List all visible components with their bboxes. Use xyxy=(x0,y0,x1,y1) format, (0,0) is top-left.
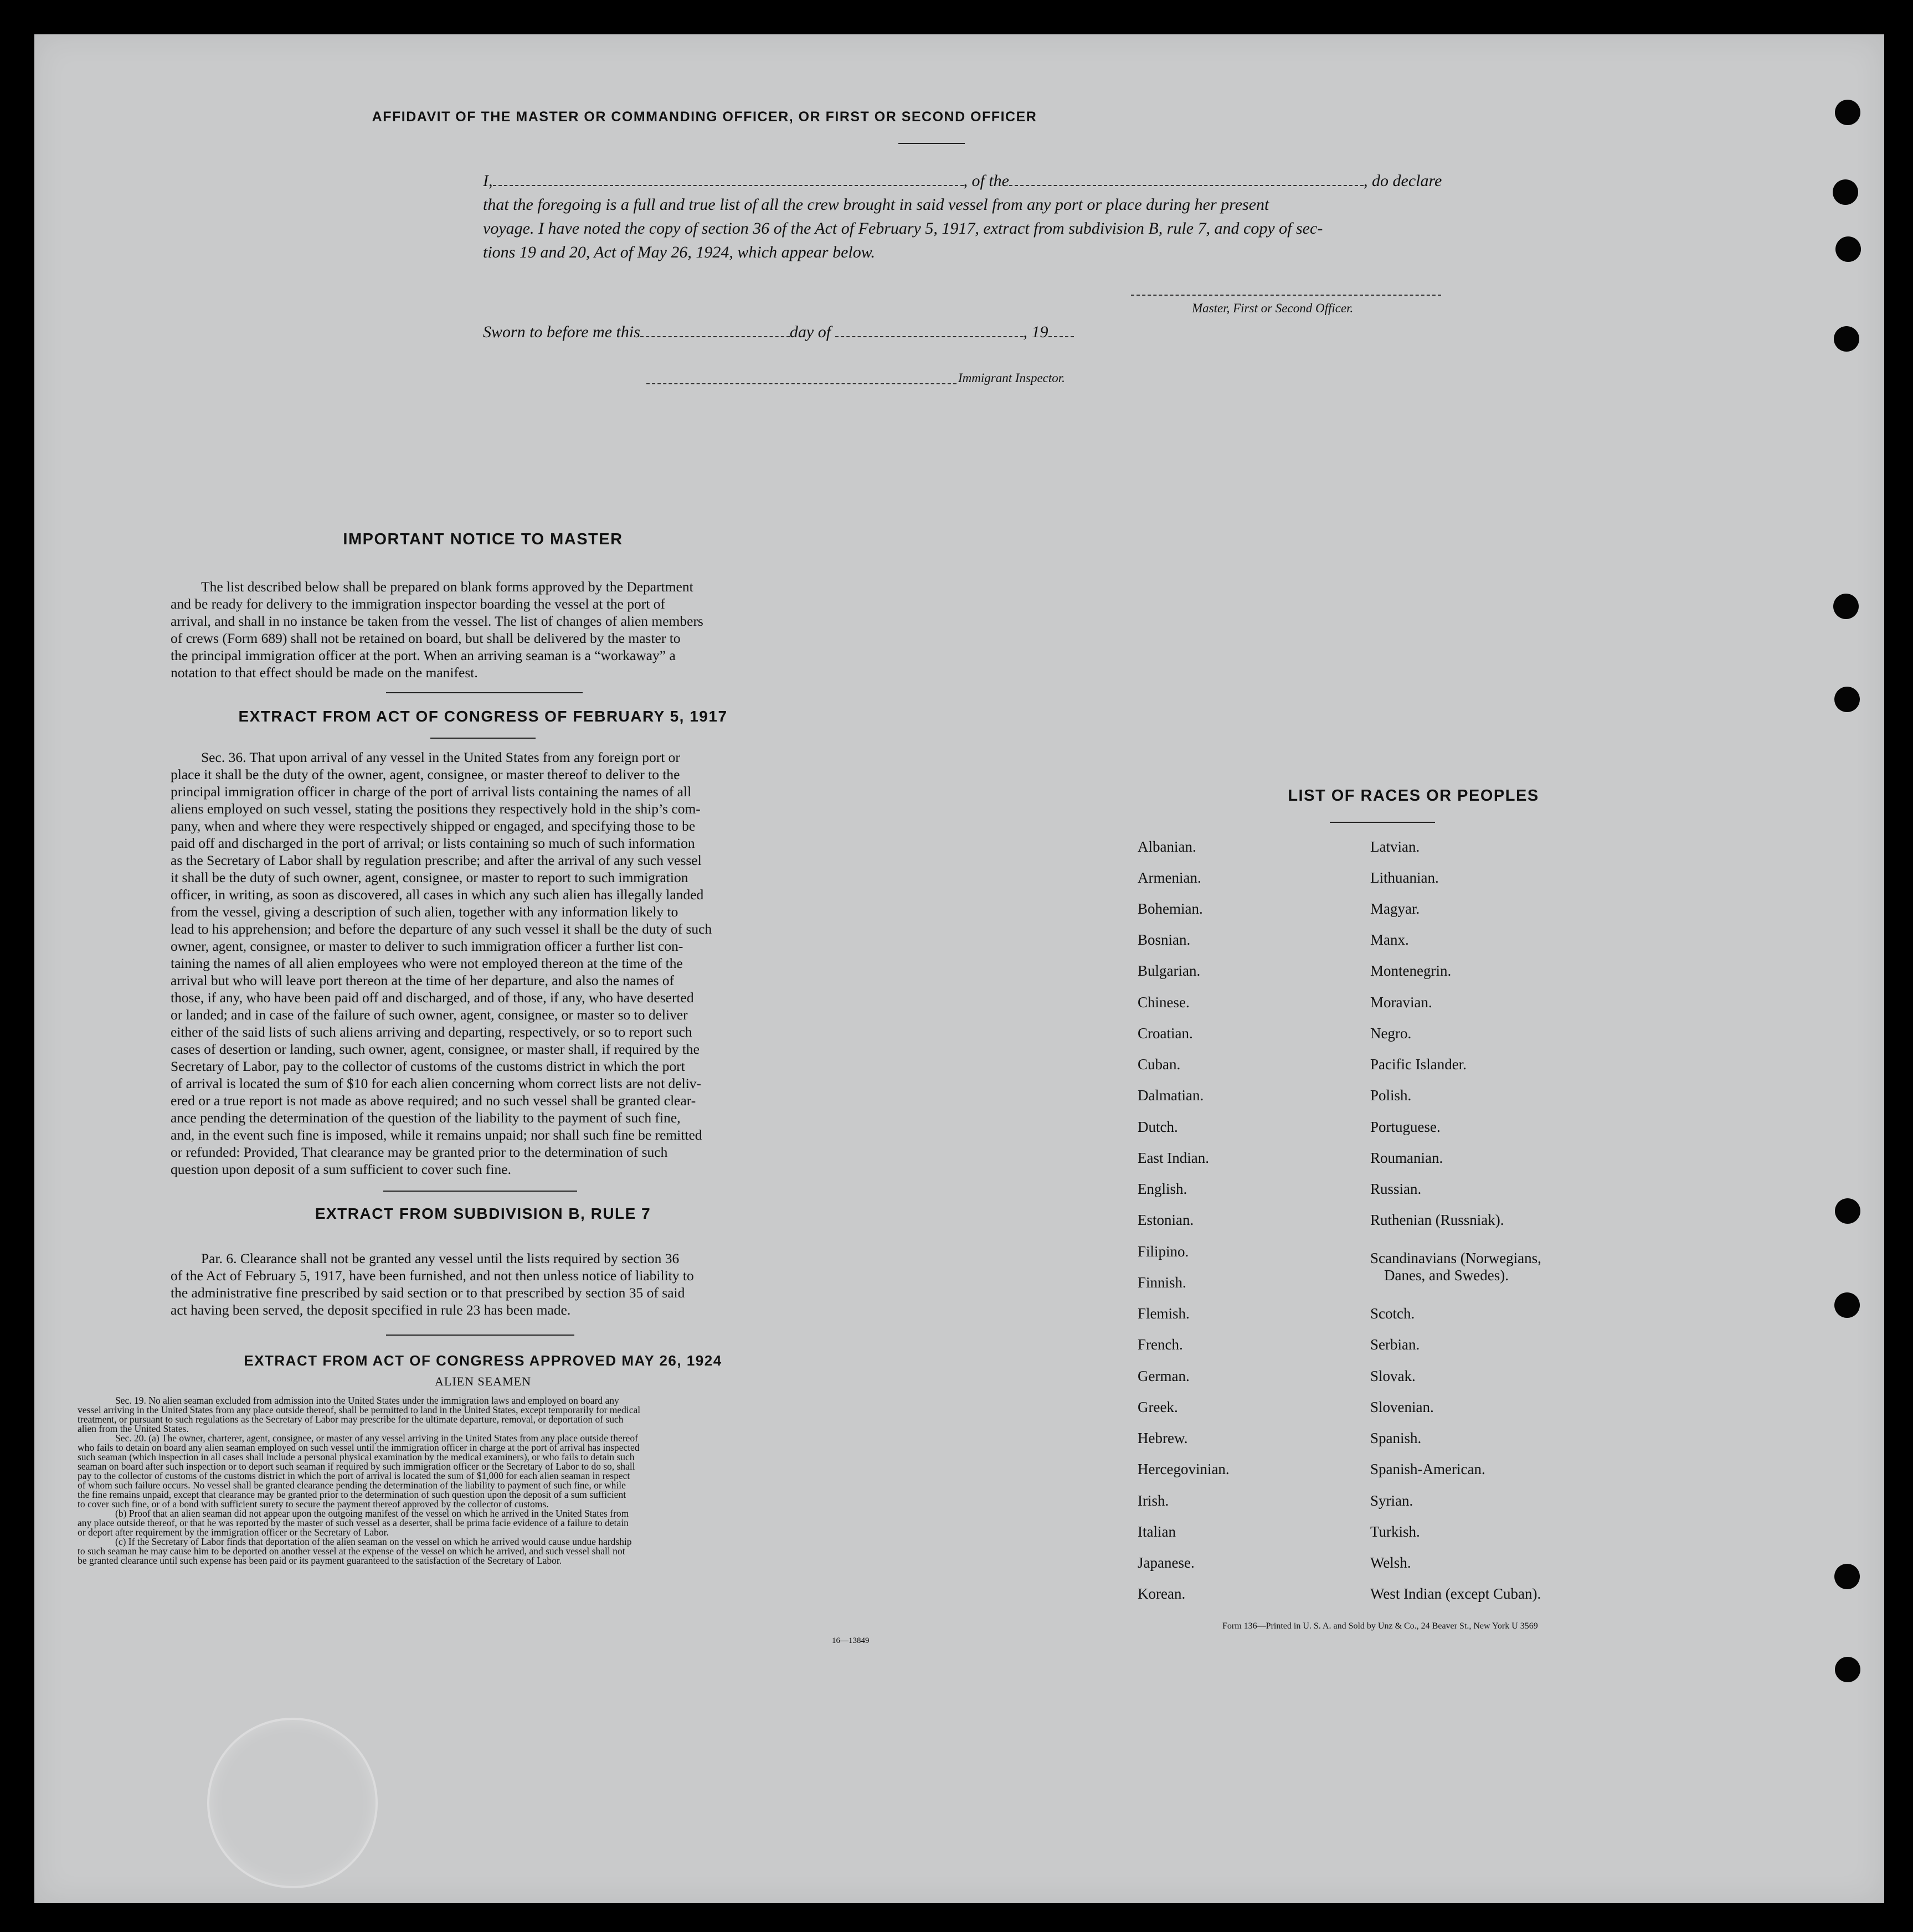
law-line: seaman on board after such inspection or to deport such seaman if required by such immigration officer or the Secretary of Labor to do so, shall xyxy=(78,1461,635,1472)
day-of-label: day of xyxy=(789,323,831,341)
law-line: such seaman (which inspection in all cases shall include a personal physical examination by the medical examiners), or who fails to detain such xyxy=(78,1451,635,1462)
law-line: vessel arriving in the United States from any place outside thereof, shall be permitted to land in the United States, except temporarily for medical xyxy=(78,1404,641,1415)
race-left-20: Hebrew. xyxy=(1138,1430,1188,1446)
race-right-14b: Danes, and Swedes). xyxy=(1384,1267,1509,1284)
law-line: it shall be the duty of such owner, agent, consignee, or master to report to such immigration xyxy=(171,869,688,885)
affidavit-title-rule xyxy=(898,143,965,144)
law-line: Sec. 20. (a) The owner, charterer, agent, consignee, or master of any vessel arriving in the United States from any place outside thereof xyxy=(115,1433,638,1444)
race-right-1: Latvian. xyxy=(1370,838,1420,855)
punch-hole xyxy=(1833,594,1859,619)
extract-1924-title: EXTRACT FROM ACT OF CONGRESS APPROVED MAY 26, 1924 xyxy=(244,1352,722,1369)
inspector-label: Immigrant Inspector. xyxy=(958,371,1065,385)
law-line: question upon deposit of a sum sufficient to cover such fine. xyxy=(171,1161,511,1177)
race-right-14: Scandinavians (Norwegians, xyxy=(1370,1250,1541,1266)
race-right-9: Polish. xyxy=(1370,1087,1412,1104)
sworn-year-blank[interactable] xyxy=(1048,324,1074,337)
extract-1917-text xyxy=(171,749,802,1178)
section-divider xyxy=(386,1335,574,1336)
year-prefix: , 19 xyxy=(1023,323,1048,341)
affidavit-line-3: voyage. I have noted the copy of section 36 of the Act of February 5, 1917, extract from subdivision B, rule 7, and copy of sec- xyxy=(483,219,1323,238)
race-left-6: Chinese. xyxy=(1138,994,1190,1011)
extract-rule7-text xyxy=(171,1250,802,1318)
law-line: officer, in writing, as soon as discovered, all cases in which any such alien has illegally landed xyxy=(171,887,704,903)
race-right-12: Russian. xyxy=(1370,1181,1422,1197)
race-left-25: Korean. xyxy=(1138,1585,1186,1602)
race-right-3: Magyar. xyxy=(1370,900,1420,917)
race-right-21: Syrian. xyxy=(1370,1492,1413,1509)
section-divider xyxy=(383,1191,577,1192)
extract-1924-subtitle: ALIEN SEAMEN xyxy=(435,1374,531,1388)
notice-line: The list described below shall be prepared on blank forms approved by the Department xyxy=(201,579,693,595)
notice-line: and be ready for delivery to the immigration inspector boarding the vessel at the port of xyxy=(171,596,665,612)
race-left-2: Armenian. xyxy=(1138,869,1201,886)
law-line: (b) Proof that an alien seaman did not appear upon the outgoing manifest of the vessel on which he arrived in the United States from xyxy=(115,1508,629,1519)
law-line: the administrative fine prescribed by said section or to that prescribed by section 35 of said xyxy=(171,1285,685,1301)
race-left-5: Bulgarian. xyxy=(1138,962,1201,979)
notice-title: IMPORTANT NOTICE TO MASTER xyxy=(343,530,623,548)
races-title: LIST OF RACES OR PEOPLES xyxy=(1288,787,1539,805)
race-right-7: Negro. xyxy=(1370,1025,1412,1042)
race-left-11: East Indian. xyxy=(1138,1150,1209,1166)
declarant-label: I, xyxy=(483,172,493,190)
law-line: of arrival is located the sum of $10 for each alien concerning whom correct lists are not deliv- xyxy=(171,1075,702,1091)
vessel-name-blank[interactable] xyxy=(1009,173,1364,186)
law-line: paid off and discharged in the port of arrival; or lists containing so much of such information xyxy=(171,835,695,851)
law-line: to cover such fine, or of a bond with sufficient surety to secure the payment thereof approved by the collector of customs. xyxy=(78,1498,549,1509)
race-left-9: Dalmatian. xyxy=(1138,1087,1204,1104)
punch-hole xyxy=(1835,1657,1860,1682)
law-line: Par. 6. Clearance shall not be granted any vessel until the lists required by section 36 xyxy=(201,1250,680,1266)
extract-1917-title: EXTRACT FROM ACT OF CONGRESS OF FEBRUARY 5, 1917 xyxy=(238,708,728,725)
punch-hole xyxy=(1834,326,1859,352)
extract-rule7-title: EXTRACT FROM SUBDIVISION B, RULE 7 xyxy=(315,1205,651,1222)
race-right-24: West Indian (except Cuban). xyxy=(1370,1585,1541,1602)
race-left-19: Greek. xyxy=(1138,1399,1178,1415)
law-line: be granted clearance until such expense has been paid or its payment guaranteed to the satisfaction of the Secretary of Labor. xyxy=(78,1555,562,1566)
law-line: ance pending the determination of the question of the liability to the payment of such fine, xyxy=(171,1110,681,1126)
signature-line[interactable] xyxy=(1131,295,1441,296)
affidavit-title: AFFIDAVIT OF THE MASTER OR COMMANDING OFFICER, OR FIRST OR SECOND OFFICER xyxy=(372,109,1037,125)
do-declare-label: , do declare xyxy=(1364,172,1442,190)
law-line: place it shall be the duty of the owner, agent, consignee, or master thereof to deliver to the xyxy=(171,766,680,782)
race-right-18: Slovenian. xyxy=(1370,1399,1434,1415)
law-line: or refunded: Provided, That clearance may be granted prior to the determination of such xyxy=(171,1144,668,1160)
race-left-4: Bosnian. xyxy=(1138,931,1191,948)
race-right-16: Serbian. xyxy=(1370,1336,1420,1353)
law-line: as the Secretary of Labor shall by regulation prescribe; and after the arrival of any such vessel xyxy=(171,852,702,868)
race-right-20: Spanish-American. xyxy=(1370,1461,1485,1477)
race-left-17: French. xyxy=(1138,1336,1183,1353)
punch-hole xyxy=(1834,687,1860,712)
race-right-10: Portuguese. xyxy=(1370,1119,1441,1135)
race-left-1: Albanian. xyxy=(1138,838,1196,855)
sworn-line xyxy=(483,323,1074,342)
race-left-24: Japanese. xyxy=(1138,1554,1195,1571)
notice-line: the principal immigration officer at the port. When an arriving seaman is a “workaway” a xyxy=(171,647,676,663)
law-line: principal immigration officer in charge of the port of arrival lists containing the names of all xyxy=(171,784,692,800)
law-line: ered or a true report is not made as above required; and no such vessel shall be granted clear- xyxy=(171,1093,696,1109)
printer-imprint: Form 136—Printed in U. S. A. and Sold by Unz & Co., 24 Beaver St., New York U 3569 xyxy=(1222,1621,1538,1631)
law-line: from the vessel, giving a description of such alien, together with any information likely to xyxy=(171,904,678,920)
race-right-8: Pacific Islander. xyxy=(1370,1056,1467,1073)
law-line: who fails to detain on board any alien seaman employed on such vessel until the immigration officer in charge at the port of arrival has inspected xyxy=(78,1442,640,1453)
race-left-8: Cuban. xyxy=(1138,1056,1181,1073)
law-line: treatment, or pursuant to such regulations as the Secretary of Labor may prescribe for the ultimate departure, removal, or deportation of such xyxy=(78,1414,624,1425)
notice-line: of crews (Form 689) shall not be retained on board, but shall be delivered by the master to xyxy=(171,630,681,646)
law-line: of the Act of February 5, 1917, have been furnished, and not then unless notice of liability to xyxy=(171,1268,694,1284)
law-line: (c) If the Secretary of Labor finds that deportation of the alien seaman on the vessel on which he arrived would cause undue hardship xyxy=(115,1536,632,1547)
notice-line: arrival, and shall in no instance be taken from the vessel. The list of changes of alien members xyxy=(171,613,703,629)
law-line: act having been served, the deposit specified in rule 23 has been made. xyxy=(171,1302,571,1318)
law-line: either of the said lists of such aliens arriving and departing, respectively, or so to report such xyxy=(171,1024,692,1040)
race-left-7: Croatian. xyxy=(1138,1025,1193,1042)
race-left-15: Finnish. xyxy=(1138,1274,1186,1291)
of-the-label: , of the xyxy=(963,172,1009,190)
race-right-13: Ruthenian (Russniak). xyxy=(1370,1212,1504,1228)
race-left-10: Dutch. xyxy=(1138,1119,1178,1135)
punch-hole xyxy=(1835,236,1861,262)
affidavit-line-2: that the foregoing is a full and true list of all the crew brought in said vessel from any port or place during her present xyxy=(483,195,1269,214)
extract-1924-text xyxy=(78,1396,923,1565)
race-left-23: Italian xyxy=(1138,1523,1176,1540)
form-code: 16—13849 xyxy=(832,1636,870,1645)
sworn-prefix: Sworn to before me this xyxy=(483,323,640,341)
embossed-seal xyxy=(207,1718,378,1888)
race-left-18: German. xyxy=(1138,1368,1190,1384)
law-line: pay to the collector of customs of the customs district in which the port of arrival is located the sum of $1,000 for each alien seaman in respect xyxy=(78,1470,630,1481)
law-line: or landed; and in case of the failure of such owner, agent, consignee, or master so to deliver xyxy=(171,1007,688,1023)
races-title-rule xyxy=(1330,822,1435,823)
law-line: those, if any, who have been paid off and discharged, and of those, if any, who have deserted xyxy=(171,990,694,1006)
race-right-4: Manx. xyxy=(1370,931,1409,948)
law-line: Secretary of Labor, pay to the collector of customs of the customs district in which the port xyxy=(171,1058,685,1074)
race-right-23: Welsh. xyxy=(1370,1554,1411,1571)
sworn-day-blank[interactable] xyxy=(640,324,790,337)
law-line: lead to his apprehension; and before the departure of any such vessel it shall be the duty of such xyxy=(171,921,712,937)
race-left-16: Flemish. xyxy=(1138,1305,1190,1322)
section-divider xyxy=(386,692,583,693)
extract-1917-title-rule xyxy=(430,738,536,739)
law-line: Sec. 36. That upon arrival of any vessel in the United States from any foreign port or xyxy=(201,749,680,765)
race-right-5: Montenegrin. xyxy=(1370,962,1452,979)
law-line: aliens employed on such vessel, stating the positions they respectively hold in the ship’s com- xyxy=(171,801,701,817)
affidavit-line-4: tions 19 and 20, Act of May 26, 1924, which appear below. xyxy=(483,243,876,261)
law-line: to such seaman he may cause him to be deported on another vessel at the expense of the vessel on which he arrived, and such vessel shall not xyxy=(78,1545,625,1557)
notice-line: notation to that effect should be made on the manifest. xyxy=(171,664,478,681)
declarant-name-blank[interactable] xyxy=(493,173,964,186)
law-line: pany, when and where they were respectively shipped or engaged, and specifying those to be xyxy=(171,818,696,834)
affidavit-line-1 xyxy=(483,172,1508,190)
law-line: any place outside thereof, or that he was reported by the master of such vessel as a deserter, shall be prima facie evidence of a failure to detain xyxy=(78,1517,629,1528)
document-page xyxy=(34,34,1884,1903)
race-left-12: English. xyxy=(1138,1181,1187,1197)
punch-hole xyxy=(1834,1564,1860,1589)
race-right-11: Roumanian. xyxy=(1370,1150,1443,1166)
law-line: Sec. 19. No alien seaman excluded from admission into the United States under the immigration laws and employed on board any xyxy=(115,1395,619,1406)
sworn-month-blank[interactable] xyxy=(835,324,1024,337)
law-line: arrival but who will leave port thereon at the time of her departure, and also the names of xyxy=(171,972,675,988)
race-left-22: Irish. xyxy=(1138,1492,1169,1509)
law-line: alien from the United States. xyxy=(78,1423,189,1434)
race-left-14: Filipino. xyxy=(1138,1243,1189,1260)
law-line: and, in the event such fine is imposed, while it remains unpaid; nor shall such fine be remitted xyxy=(171,1127,702,1143)
law-line: the fine remains unpaid, except that clearance may be granted prior to the determination of such question upon the deposit of a sum sufficient xyxy=(78,1489,626,1500)
law-line: taining the names of all alien employees who were not employed thereon at the time of the xyxy=(171,955,683,971)
race-right-6: Moravian. xyxy=(1370,994,1432,1011)
punch-hole xyxy=(1835,1198,1860,1224)
race-right-19: Spanish. xyxy=(1370,1430,1422,1446)
law-line: or deport after requirement by the immigration officer or the Secretary of Labor. xyxy=(78,1527,389,1538)
signature-label: Master, First or Second Officer. xyxy=(1192,301,1354,315)
law-line: owner, agent, consignee, or master to deliver to such immigration officer a further list con- xyxy=(171,938,683,954)
punch-hole xyxy=(1834,1292,1860,1318)
race-right-2: Lithuanian. xyxy=(1370,869,1439,886)
law-line: of whom such failure occurs. No vessel shall be granted clearance pending the determination of the liability to payment of such fine, or while xyxy=(78,1480,626,1491)
law-line: cases of desertion or landing, such owner, agent, consignee, or master shall, if required by the xyxy=(171,1041,700,1057)
race-right-22: Turkish. xyxy=(1370,1523,1420,1540)
race-left-3: Bohemian. xyxy=(1138,900,1203,917)
race-right-15: Scotch. xyxy=(1370,1305,1415,1322)
race-left-21: Hercegovinian. xyxy=(1138,1461,1230,1477)
inspector-signature-line[interactable] xyxy=(646,383,956,384)
notice-text xyxy=(171,578,802,681)
punch-hole xyxy=(1835,100,1860,125)
race-left-13: Estonian. xyxy=(1138,1212,1194,1228)
punch-hole xyxy=(1833,179,1858,205)
race-right-17: Slovak. xyxy=(1370,1368,1416,1384)
